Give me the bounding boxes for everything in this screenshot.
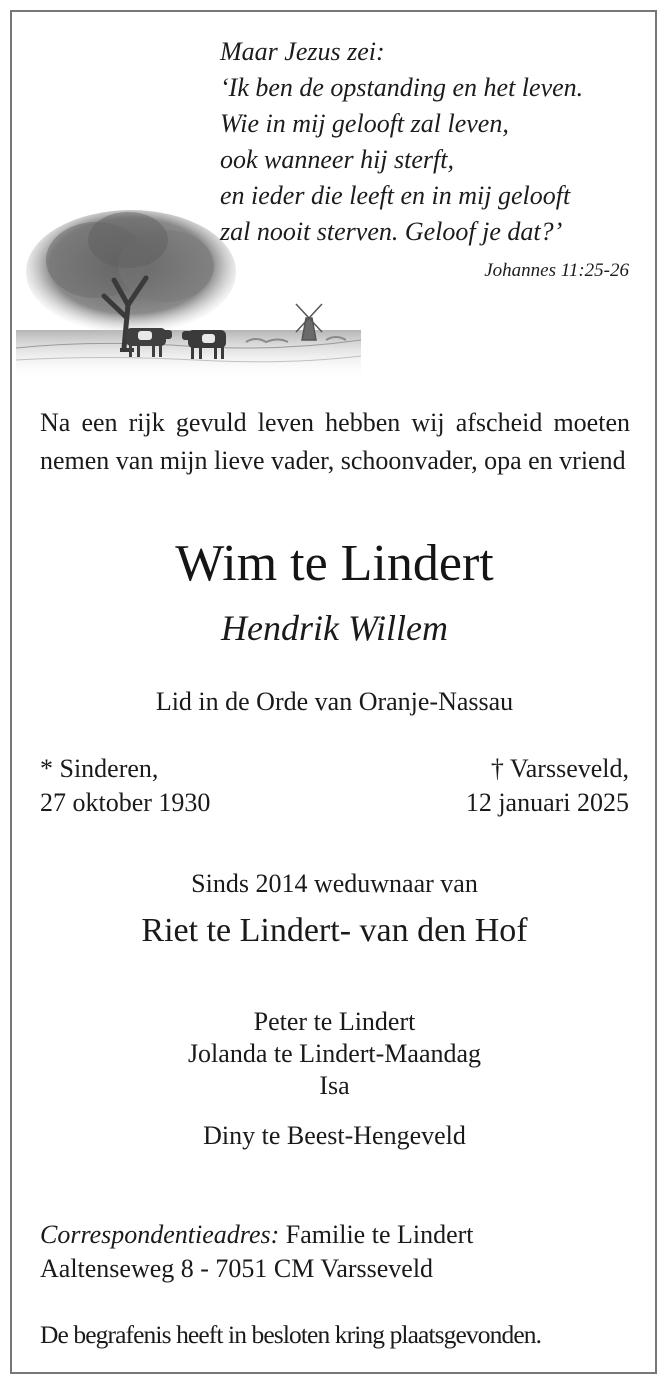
verse-line: ook wanneer hij sterft, xyxy=(220,145,454,174)
family-member: Isa xyxy=(319,1071,350,1100)
widower-text: Sinds 2014 weduwnaar van xyxy=(191,869,478,898)
birth-date: 27 oktober 1930 xyxy=(40,788,211,817)
verse-line: ‘Ik ben de opstanding en het leven. xyxy=(220,73,584,102)
address-name: Familie te Lindert xyxy=(285,1220,474,1249)
verse-line: zal nooit sterven. Geloof je dat?’ xyxy=(220,217,563,246)
address-label: Correspondentieadres: xyxy=(40,1220,280,1249)
family-member: Peter te Lindert xyxy=(253,1007,416,1036)
bible-verse xyxy=(220,34,650,250)
deceased-name: Wim te Lindert xyxy=(175,535,494,592)
verse-reference: Johannes 11:25-26 xyxy=(484,260,629,281)
verse-line: Wie in mij gelooft zal leven, xyxy=(220,109,509,138)
address-street: Aaltenseweg 8 - 7051 CM Varsseveld xyxy=(40,1254,434,1283)
deceased-full-name: Hendrik Willem xyxy=(221,608,448,648)
verse-line: Maar Jezus zei: xyxy=(220,37,385,66)
closing-text: De begrafenis heeft in besloten kring plaatsgevonden. xyxy=(40,1320,542,1349)
birth-info xyxy=(40,752,210,820)
death-date: 12 januari 2025 xyxy=(465,788,629,817)
family-group-2 xyxy=(0,1120,669,1152)
address-line-1 xyxy=(40,1218,474,1252)
death-info xyxy=(466,752,629,820)
birth-place: * Sinderen, xyxy=(40,754,159,783)
intro-text: Na een rijk gevuld leven hebben wij afscheid moeten nemen van mijn lieve vader, schoonvader, opa en vriend xyxy=(40,408,630,475)
honour-text: Lid in de Orde van Oranje-Nassau xyxy=(155,687,514,716)
family-member: Jolanda te Lindert-Maandag xyxy=(187,1039,482,1068)
death-place: † Varsseveld, xyxy=(490,754,629,783)
family-member: Diny te Beest-Hengeveld xyxy=(203,1121,466,1150)
spouse-name: Riet te Lindert- van den Hof xyxy=(141,912,528,949)
correspondence-address xyxy=(40,1218,474,1286)
verse-line: en ieder die leeft en in mij gelooft xyxy=(220,181,571,210)
family-group-1 xyxy=(0,1006,669,1102)
